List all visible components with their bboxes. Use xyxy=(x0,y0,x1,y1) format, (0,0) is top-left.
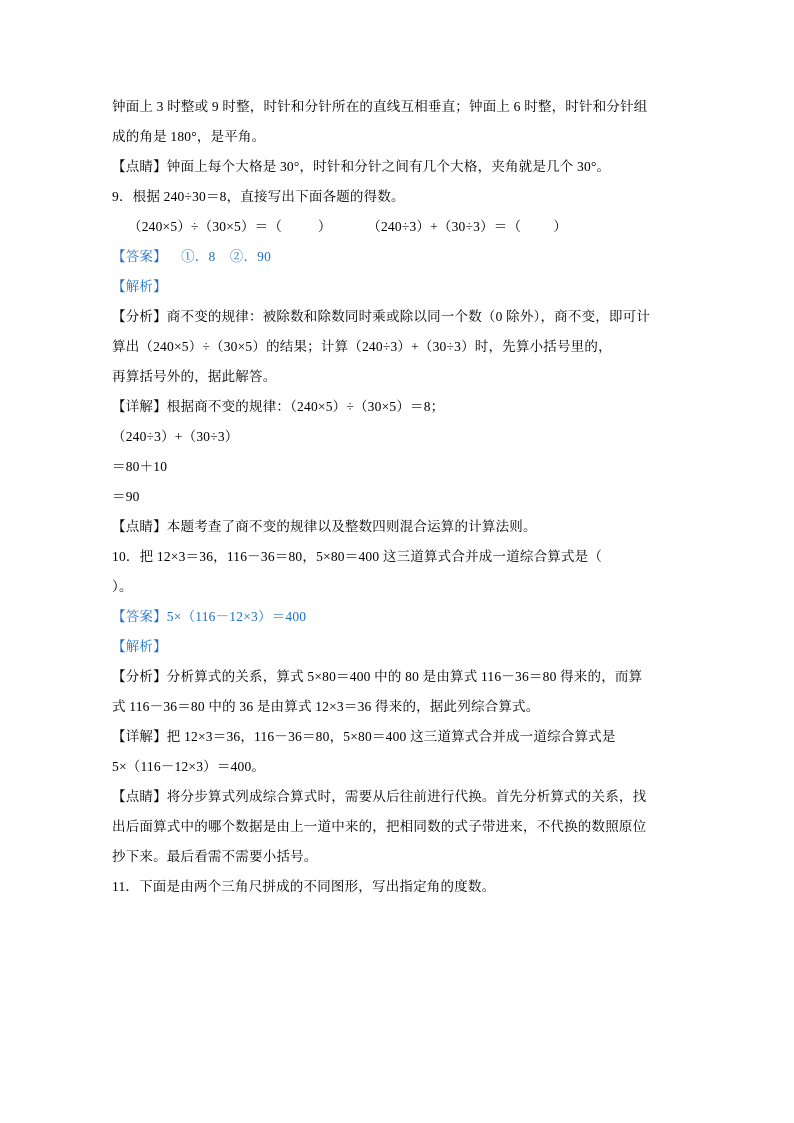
question-9-stem: 9．根据 240÷30＝8，直接写出下面各题的得数。 xyxy=(112,189,405,204)
question-11-stem: 11．下面是由两个三角尺拼成的不同图形，写出指定角的度数。 xyxy=(112,879,496,894)
text-line: 出后面算式中的哪个数据是由上一道中来的，把相同数的式子带进来，不代换的数照原位 xyxy=(112,819,647,834)
text-line: 【详解】根据商不变的规律：（240×5）÷（30×5）＝8； xyxy=(112,399,445,414)
text-line: 抄下来。最后看需不需要小括号。 xyxy=(112,849,318,864)
text-line: 再算括号外的，据此解答。 xyxy=(112,369,277,384)
text-line: 【分析】商不变的规律：被除数和除数同时乘或除以同一个数（0 除外），商不变，即可计 xyxy=(112,309,651,324)
text-line: ＝90 xyxy=(112,489,140,504)
text-line: 【点睛】将分步算式列成综合算式时，需要从后往前进行代换。首先分析算式的关系，找 xyxy=(112,789,647,804)
text-line: 5×（116－12×3）＝400。 xyxy=(112,759,266,774)
answer-label-10: 【答案】5×（116－12×3）＝400 xyxy=(112,609,307,624)
text-line: 【详解】把 12×3＝36，116－36＝80，5×80＝400 这三道算式合并成一道综合算式是 xyxy=(112,729,616,744)
text-line: 【点睛】钟面上每个大格是 30°，时针和分针之间有几个大格，夹角就是几个 30°。 xyxy=(112,159,611,174)
question-10-stem-cont: ）。 xyxy=(112,579,133,594)
question-10-stem: 10．把 12×3＝36，116－36＝80，5×80＝400 这三道算式合并成一道综合算式是（ xyxy=(112,549,603,564)
text-line: 算出（240×5）÷（30×5）的结果；计算（240÷3）+（30÷3）时，先算小括号里的， xyxy=(112,339,612,354)
answer-label-9: 【答案】 ①．8 ②．90 xyxy=(112,249,272,264)
text-line: 式 116－36＝80 中的 36 是由算式 12×3＝36 得来的，据此列综合算式。 xyxy=(112,699,540,714)
text-line: ＝80＋10 xyxy=(112,459,168,474)
text-line: 成的角是 180°，是平角。 xyxy=(112,129,266,144)
text-line: 【点睛】本题考查了商不变的规律以及整数四则混合运算的计算法则。 xyxy=(112,519,537,534)
text-line: （240÷3）+（30÷3） xyxy=(112,429,239,444)
text-line: 钟面上 3 时整或 9 时整，时针和分针所在的直线互相垂直；钟面上 6 时整，时针和分针组 xyxy=(112,99,648,114)
text-line: 【分析】分析算式的关系，算式 5×80＝400 中的 80 是由算式 116－36＝80 得来的，而算 xyxy=(112,669,643,684)
analysis-label-9: 【解析】 xyxy=(112,279,167,294)
analysis-label-10: 【解析】 xyxy=(112,639,167,654)
question-9-expressions: （240×5）÷（30×5）＝（ ） （240÷3）+（30÷3）＝（ ） xyxy=(128,219,568,234)
